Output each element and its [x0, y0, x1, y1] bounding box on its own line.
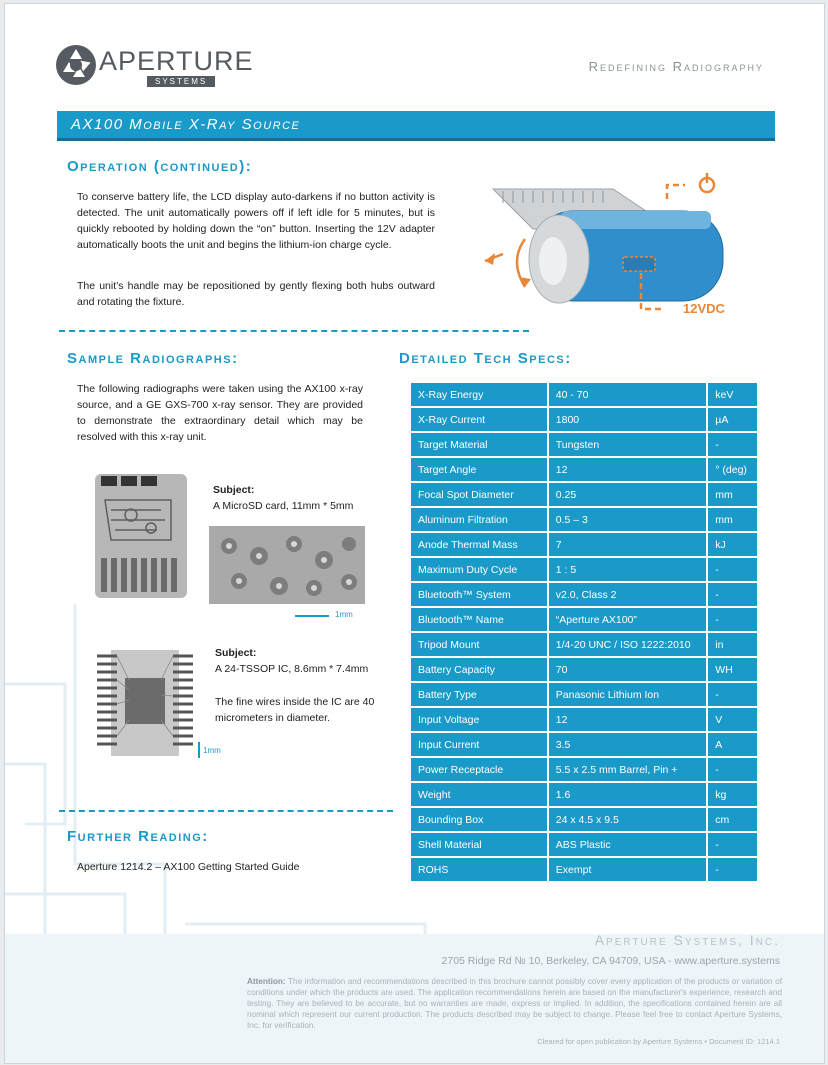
ic-subject-label: Subject: — [215, 647, 257, 659]
spec-row — [411, 608, 757, 633]
operation-paragraph-1: To conserve battery life, the LCD display auto-darkens if no button activity is detected. The unit automatically powers off if left idle for 5 minutes, but is quickly rebooted by holding down the “on” button. Inserting the 12V adapter automatically boots the unit and begins the lithium-ion charge cycle. — [77, 191, 435, 251]
spec-name: Power Receptacle — [411, 758, 549, 783]
spec-name: ROHS — [411, 858, 549, 883]
spec-row — [411, 633, 757, 658]
spec-name: Bounding Box — [411, 808, 549, 833]
microsd-scale-label: 1mm — [335, 610, 353, 619]
tagline: Redefining Radiography — [588, 59, 764, 74]
further-reading-item: Aperture 1214.2 – AX100 Getting Started Guide — [77, 861, 300, 873]
spec-unit: cm — [708, 808, 757, 833]
ic-subject — [215, 645, 368, 677]
tech-specs-heading: Detailed Tech Specs: — [399, 350, 572, 367]
spec-name: Battery Capacity — [411, 658, 549, 683]
spec-row — [411, 508, 757, 533]
spec-value: 5.5 x 2.5 mm Barrel, Pin + — [549, 758, 709, 783]
spec-row — [411, 558, 757, 583]
tech-specs-table — [411, 383, 757, 883]
spec-row — [411, 658, 757, 683]
spec-name: Anode Thermal Mass — [411, 533, 549, 558]
spec-name: Bluetooth™ Name — [411, 608, 549, 633]
spec-name: Maximum Duty Cycle — [411, 558, 549, 583]
spec-unit: - — [708, 433, 757, 458]
spec-name: Weight — [411, 783, 549, 808]
spec-value: Exempt — [549, 858, 709, 883]
spec-value: 3.5 — [549, 733, 709, 758]
spec-unit: - — [708, 858, 757, 883]
spec-row — [411, 808, 757, 833]
further-reading-heading: Further Reading: — [67, 828, 209, 845]
spec-name: Input Current — [411, 733, 549, 758]
spec-row — [411, 458, 757, 483]
spec-name: Target Material — [411, 433, 549, 458]
spec-unit: keV — [708, 383, 757, 408]
spec-unit: - — [708, 583, 757, 608]
spec-value: ABS Plastic — [549, 833, 709, 858]
ic-radiograph-image — [93, 640, 197, 766]
spec-unit: V — [708, 708, 757, 733]
spec-name: Aluminum Filtration — [411, 508, 549, 533]
spec-unit: - — [708, 833, 757, 858]
footer-attention-text: The information and recommendations described in this brochure cannot possibly cover every application of the products or variation of conditions under which the products are used. The application recommendations herein are based on the manufacturer's experience, research and testing. They are believed to be accurate, but no warranties are made, express or implied. In addition, the specifications contained herein are all nominal which represent our current production. The products described may be subject to change. Please feel free to contact Aperture Systems, Inc. for verification. — [247, 977, 782, 1030]
spec-name: Shell Material — [411, 833, 549, 858]
spec-value: “Aperture AX100” — [549, 608, 709, 633]
ic-scale-label: 1mm — [203, 746, 221, 755]
microsd-subject — [213, 482, 353, 514]
microsd-subject-label: Subject: — [213, 484, 255, 496]
spec-row — [411, 683, 757, 708]
spec-value: 1.6 — [549, 783, 709, 808]
spec-row — [411, 533, 757, 558]
spec-value: 0.5 – 3 — [549, 508, 709, 533]
spec-value: 24 x 4.5 x 9.5 — [549, 808, 709, 833]
spec-row — [411, 383, 757, 408]
spec-name: Input Voltage — [411, 708, 549, 733]
spec-unit: kJ — [708, 533, 757, 558]
spec-unit: A — [708, 733, 757, 758]
aperture-logo-icon — [55, 44, 97, 86]
spec-unit: - — [708, 683, 757, 708]
title-banner — [57, 111, 775, 141]
spec-value: v2.0, Class 2 — [549, 583, 709, 608]
footer-attention-label: Attention: — [247, 977, 286, 986]
ic-scale-bar — [198, 742, 200, 758]
spec-unit: - — [708, 558, 757, 583]
footer-cleared: Cleared for open publication by Aperture Systems • Document ID: 1214.1 — [537, 1037, 780, 1046]
ic-subject-text: A 24-TSSOP IC, 8.6mm * 7.4mm — [215, 663, 369, 675]
spec-value: Panasonic Lithium Ion — [549, 683, 709, 708]
radiographs-intro: The following radiographs were taken using the AX100 x-ray source, and a GE GXS-700 x-ray sensor. They are provided to demonstrate the extraordinary detail which may be resolved with this x-ray unit. — [77, 383, 363, 443]
spec-unit: - — [708, 758, 757, 783]
spec-unit: in — [708, 633, 757, 658]
spec-row — [411, 758, 757, 783]
spec-unit: - — [708, 608, 757, 633]
spec-name: X-Ray Current — [411, 408, 549, 433]
spec-row — [411, 483, 757, 508]
spec-name: Target Angle — [411, 458, 549, 483]
ic-note: The fine wires inside the IC are 40 micrometers in diameter. — [215, 696, 375, 724]
spec-row — [411, 583, 757, 608]
device-illustration — [473, 169, 753, 319]
spec-row — [411, 708, 757, 733]
radiographs-heading: Sample Radiographs: — [67, 350, 239, 367]
operation-heading: Operation (continued): — [67, 158, 253, 175]
footer-company: Aperture Systems, Inc. — [594, 932, 780, 948]
microsd-scale-bar — [295, 615, 329, 617]
spec-name: X-Ray Energy — [411, 383, 549, 408]
spec-name: Bluetooth™ System — [411, 583, 549, 608]
microsd-zoom-image — [209, 526, 365, 604]
spec-unit: kg — [708, 783, 757, 808]
spec-value: 12 — [549, 708, 709, 733]
spec-name: Focal Spot Diameter — [411, 483, 549, 508]
banner-title: AX100 Mobile X-Ray Source — [71, 116, 301, 133]
spec-value: 40 - 70 — [549, 383, 709, 408]
spec-name: Battery Type — [411, 683, 549, 708]
spec-value: Tungsten — [549, 433, 709, 458]
operation-paragraph-2: The unit’s handle may be repositioned by gently flexing both hubs outward and rotating the fixture. — [77, 280, 435, 308]
spec-unit: WH — [708, 658, 757, 683]
spec-value: 1/4-20 UNC / ISO 1222:2010 — [549, 633, 709, 658]
spec-value: 1800 — [549, 408, 709, 433]
device-12vdc-label: 12VDC — [683, 301, 725, 316]
spec-row — [411, 433, 757, 458]
microsd-radiograph-image — [91, 470, 191, 602]
spec-value: 0.25 — [549, 483, 709, 508]
spec-row — [411, 783, 757, 808]
section-divider-2 — [59, 810, 393, 812]
logo-wordmark: APERTURE — [99, 46, 254, 76]
spec-value: 70 — [549, 658, 709, 683]
spec-unit: ° (deg) — [708, 458, 757, 483]
microsd-subject-text: A MicroSD card, 11mm * 5mm — [213, 500, 354, 512]
spec-row — [411, 833, 757, 858]
spec-unit: mm — [708, 483, 757, 508]
spec-unit: µA — [708, 408, 757, 433]
spec-row — [411, 408, 757, 433]
footer-attention — [247, 976, 782, 1031]
document-page — [4, 3, 825, 1064]
spec-row — [411, 733, 757, 758]
spec-value: 1 : 5 — [549, 558, 709, 583]
spec-row — [411, 858, 757, 883]
spec-value: 7 — [549, 533, 709, 558]
section-divider — [59, 330, 529, 332]
footer-address: 2705 Ridge Rd № 10, Berkeley, CA 94709, USA - www.aperture.systems — [441, 955, 780, 967]
logo-subtitle: SYSTEMS — [147, 76, 215, 87]
spec-value: 12 — [549, 458, 709, 483]
spec-name: Tripod Mount — [411, 633, 549, 658]
spec-unit: mm — [708, 508, 757, 533]
aperture-logo — [55, 42, 270, 92]
